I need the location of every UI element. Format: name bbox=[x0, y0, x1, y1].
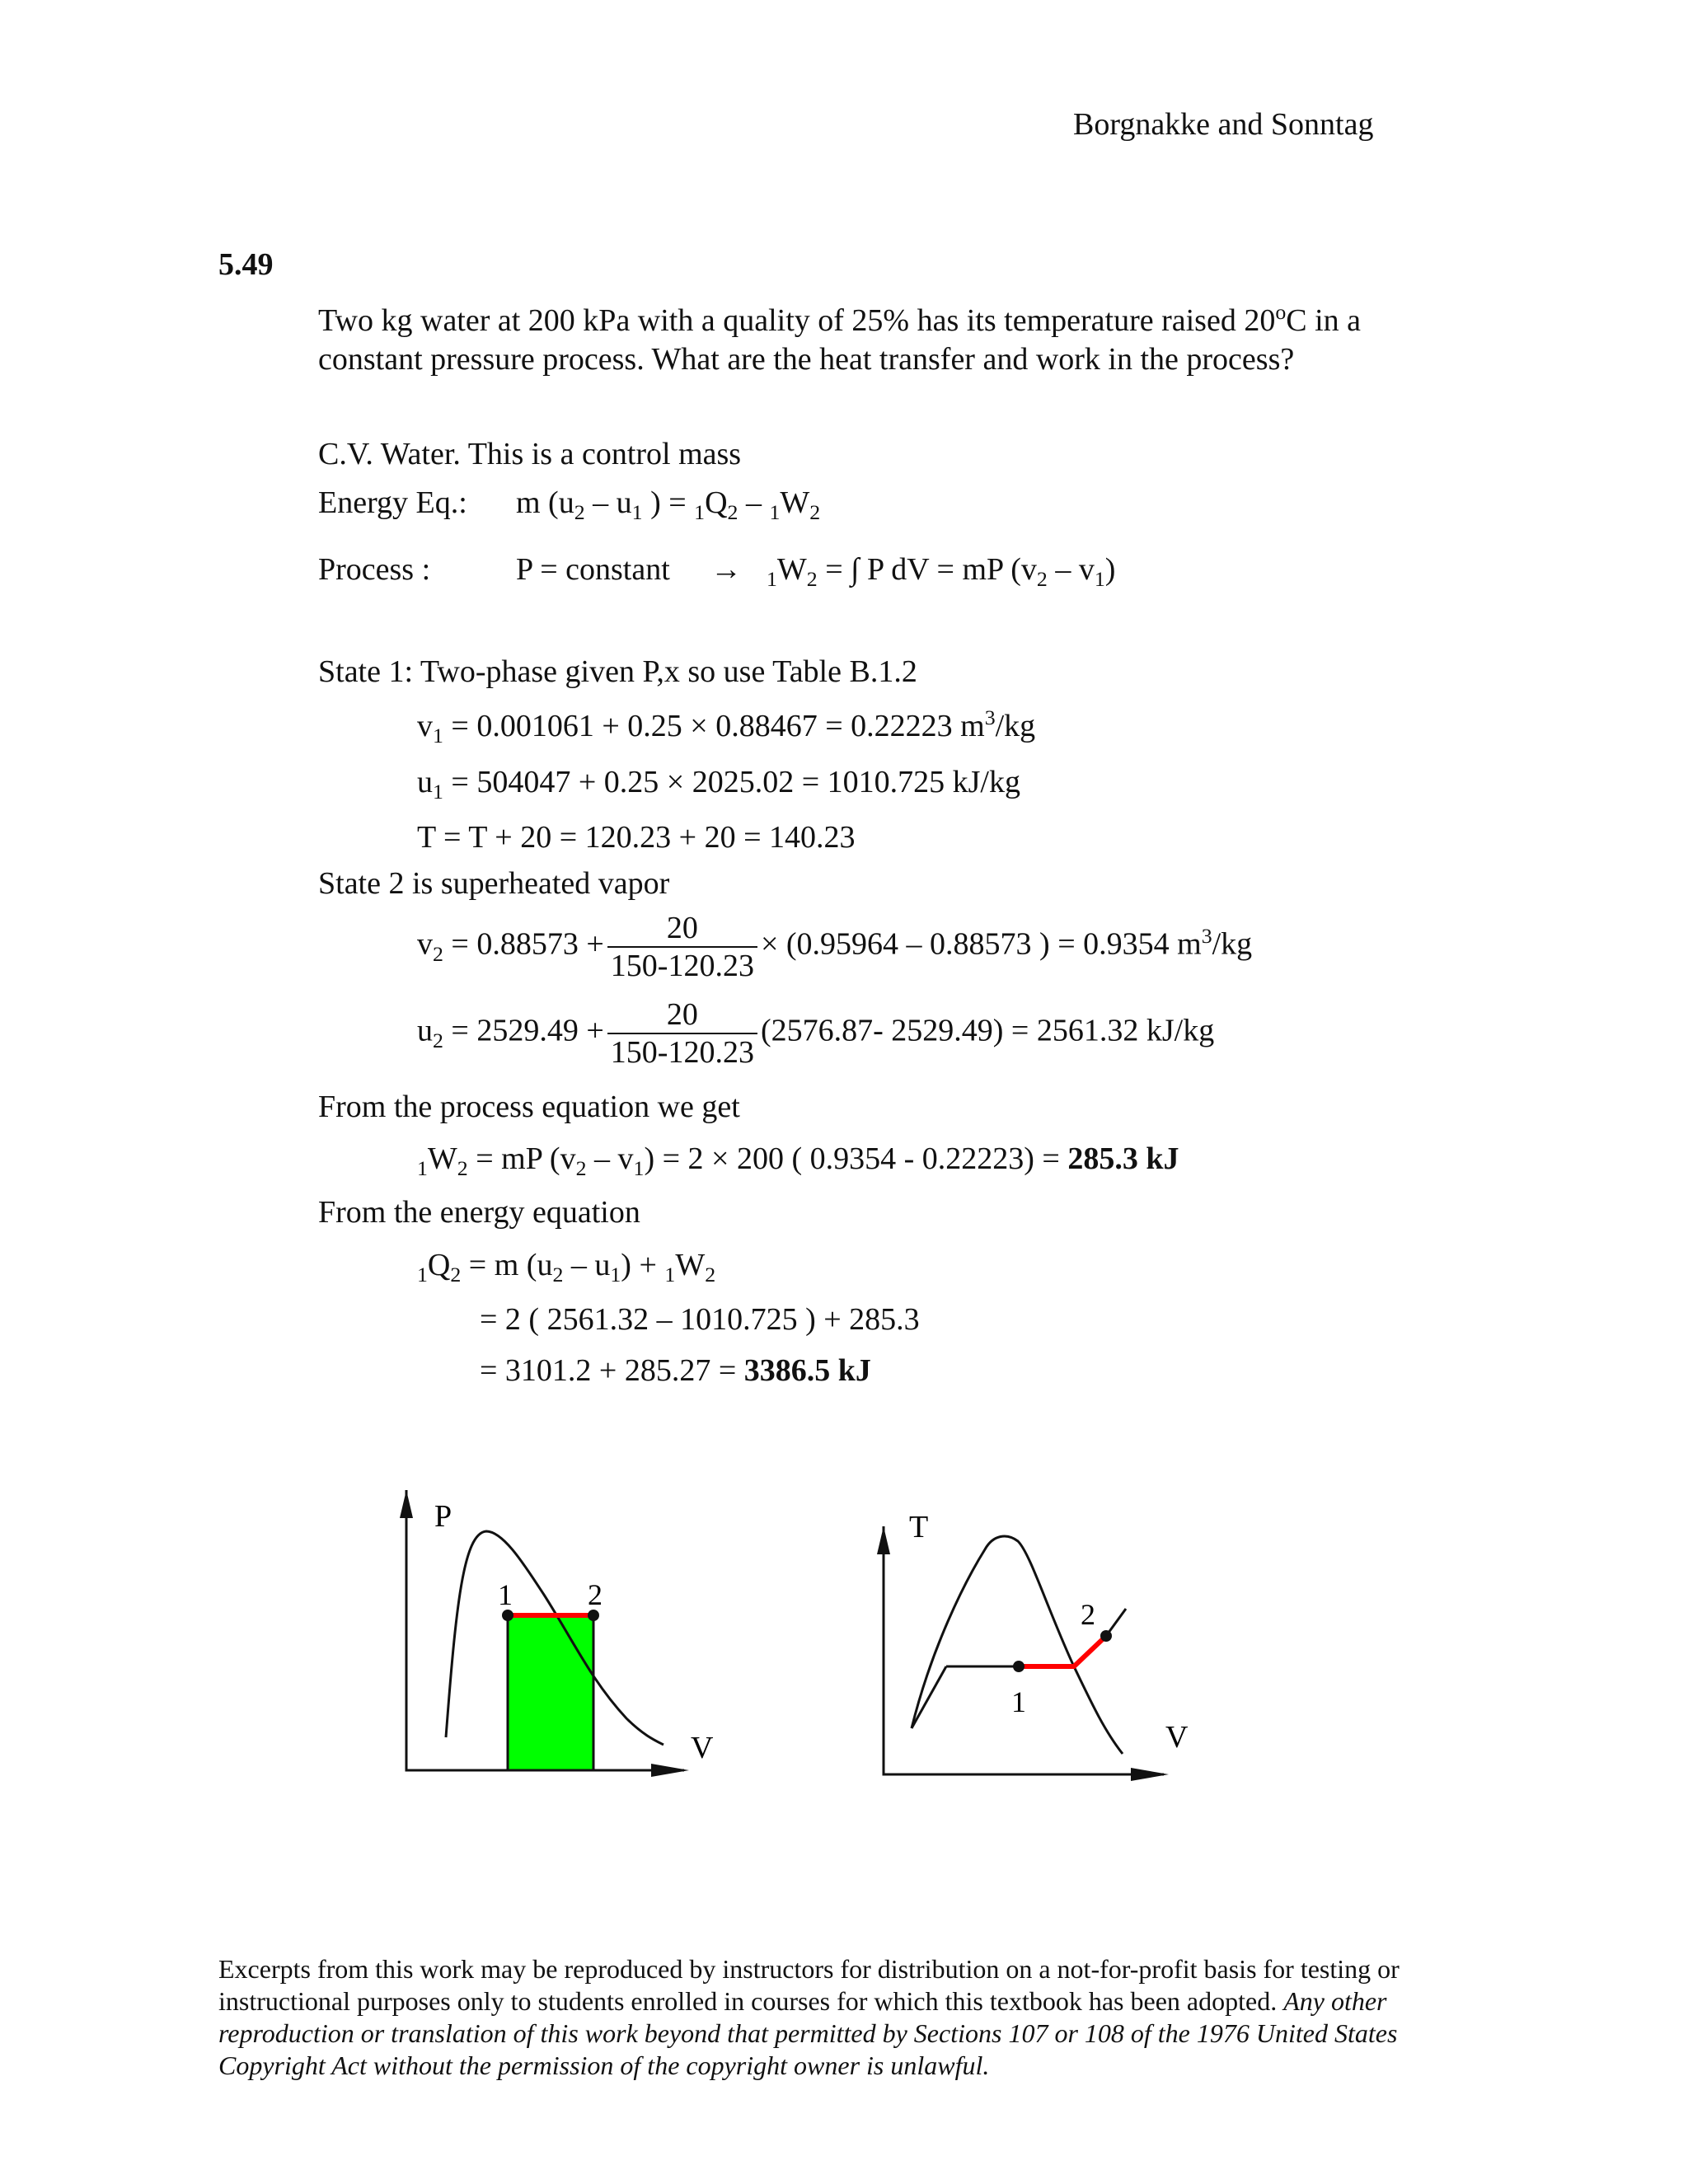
process-equation-heading: From the process equation we get bbox=[318, 1090, 740, 1124]
heat-result: 3386.5 kJ bbox=[743, 1353, 871, 1388]
heat-equation-line3: = 3101.2 + 285.27 = 3386.5 kJ bbox=[480, 1353, 871, 1388]
copyright-footer bbox=[218, 1953, 1471, 2082]
energy-eq-label: Energy Eq.: bbox=[318, 485, 467, 520]
footer-normal-text: Excerpts from this work may be reproduced by instructors for distribution on a not-for-profit basis for testing or instructional purposes only to students enrolled in courses for which this textbook has been adopted. bbox=[218, 1954, 1400, 2016]
process-constant: P = constant bbox=[516, 552, 670, 587]
pv-work-area bbox=[508, 1615, 593, 1770]
state1-heading: State 1: Two-phase given P,x so use Table B.1.2 bbox=[318, 654, 917, 689]
pv-x-arrowhead bbox=[651, 1764, 689, 1777]
problem-number: 5.49 bbox=[218, 247, 274, 282]
pv-point2-label: 2 bbox=[588, 1578, 603, 1611]
tv-x-arrowhead bbox=[1131, 1768, 1169, 1781]
energy-equation-heading: From the energy equation bbox=[318, 1195, 640, 1230]
pv-state1-point bbox=[502, 1610, 513, 1621]
tv-y-arrowhead bbox=[877, 1526, 890, 1554]
pv-y-arrowhead bbox=[400, 1490, 413, 1518]
footer-italic-text: Any other reproduction or translation of this work beyond that permitted by Sections 107 or 108 of the 1976 United States Copyright Act without the permission of the copyright owner is unlawful. bbox=[218, 1986, 1398, 2080]
pv-x-label: V bbox=[691, 1731, 714, 1765]
tv-state1-point bbox=[1013, 1661, 1025, 1672]
u1-equation: $u_1 = 504047 + 0.25 \times 2025.02 = 1010.725$ kJ/kg bbox=[417, 765, 1020, 804]
v2-equation: $v_2 = 0.88573$ + $\frac{20}{150-120.23}$ × (0.95964 – 0.88573 ) = 0.9354 $m^3/kg$ bbox=[417, 911, 1253, 983]
work-result: 285.3 kJ bbox=[1067, 1141, 1179, 1176]
u2-equation: $u_2 = 2529.49$ + $\frac{20}{150-120.23}$ (2576.87- 2529.49) = 2561.32 kJ/kg bbox=[417, 997, 1215, 1070]
tv-point2-label: 2 bbox=[1081, 1598, 1095, 1631]
control-volume-text: C.V. Water. This is a control mass bbox=[318, 437, 742, 471]
tv-saturation-dome bbox=[912, 1536, 1123, 1754]
arrow-right-icon: → bbox=[710, 552, 742, 587]
heat-equation-line1: $_1Q_2 = m$ $(u_2 - u_1) + _1W_2$ bbox=[417, 1248, 716, 1287]
process-work-formula: $_1W_2$ = ∫ P dV = mP $(v_2 - v_1)$ bbox=[767, 552, 1116, 592]
tv-liquid-line bbox=[912, 1666, 946, 1728]
tv-point1-label: 1 bbox=[1011, 1685, 1026, 1718]
heat-equation-line2: = 2 ( 2561.32 – 1010.725 ) + 285.3 bbox=[480, 1302, 920, 1337]
tv-axes bbox=[884, 1526, 1164, 1774]
state2-heading: State 2 is superheated vapor bbox=[318, 866, 670, 901]
energy-eq-formula: m ($u_2 - u_1$ ) = $_1Q_2 - _1W_2$ bbox=[516, 485, 821, 525]
pv-point1-label: 1 bbox=[498, 1578, 513, 1611]
tv-x-label: V bbox=[1165, 1720, 1189, 1755]
process-label: Process : bbox=[318, 552, 431, 587]
pv-state2-point bbox=[588, 1610, 599, 1621]
tv-diagram bbox=[877, 1510, 1189, 1781]
v1-equation: $v_1 = 0.001061 + 0.25 \times 0.88467 = 0.22223$ $m^3/kg$ bbox=[417, 705, 1036, 748]
pv-y-label: P bbox=[434, 1499, 452, 1534]
page-header-authors: Borgnakke and Sonntag bbox=[1073, 107, 1374, 142]
work-equation: $_1W_2$ = mP $(v_2 - v_1) = 2 \times 200$ ( 0.9354 - 0.22223) = 285.3 kJ bbox=[417, 1141, 1179, 1181]
problem-statement-line1: Two kg water at 200 kPa with a quality of 25% has its temperature raised 20$^o$C in a bbox=[318, 299, 1362, 338]
pv-diagram bbox=[400, 1490, 714, 1777]
t2-equation: T = T + 20 = 120.23 + 20 = 140.23 bbox=[417, 820, 856, 855]
problem-statement-line2: constant pressure process. What are the heat transfer and work in the process? bbox=[318, 342, 1295, 377]
tv-state2-point bbox=[1100, 1630, 1112, 1642]
tv-y-label: T bbox=[909, 1510, 929, 1544]
